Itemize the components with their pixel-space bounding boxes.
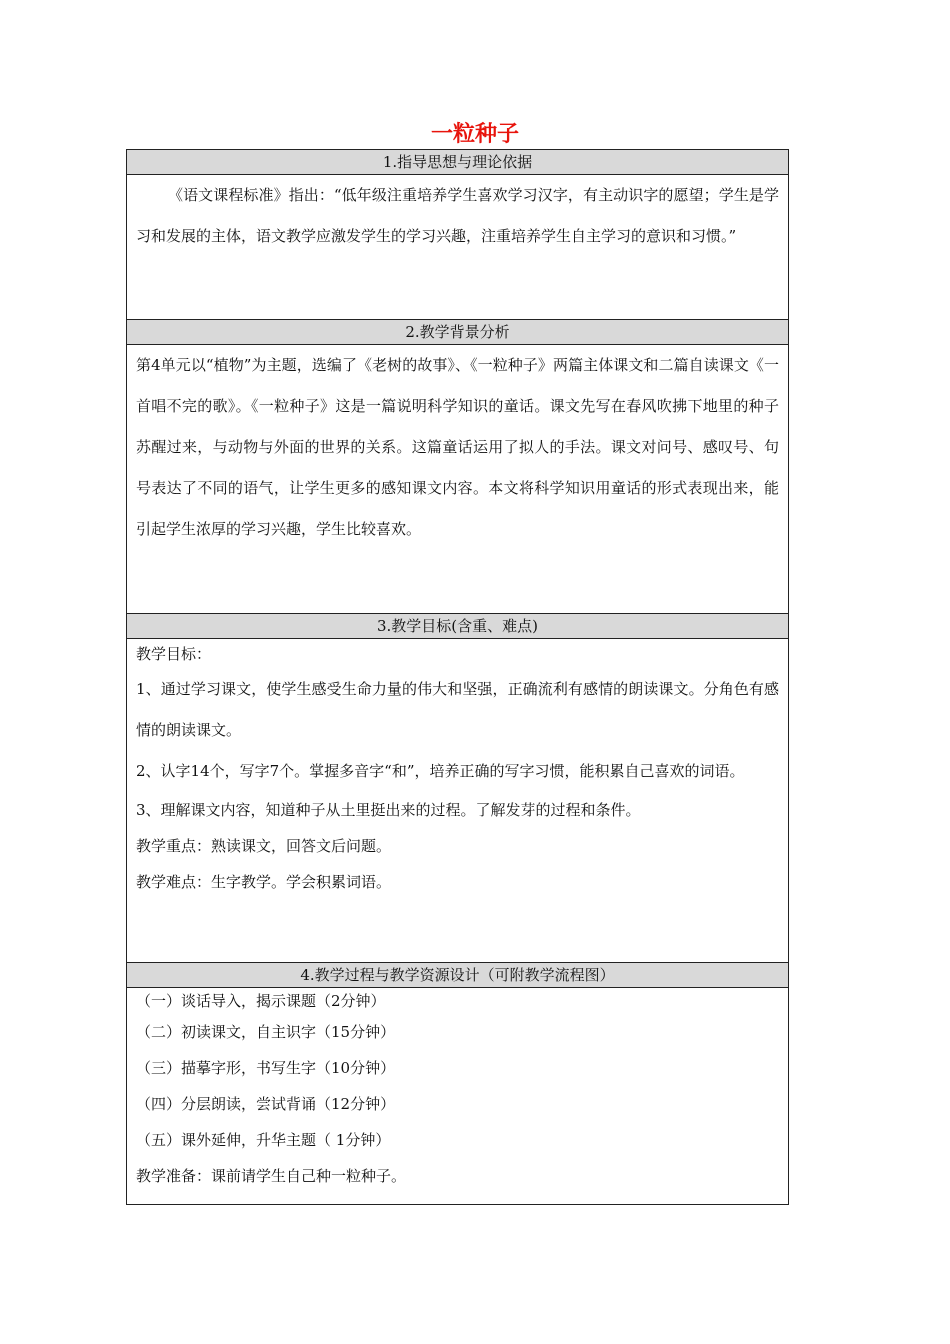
section-1-body	[127, 174, 788, 319]
section-4-heading: 4.教学过程与教学资源设计（可附教学流程图）	[127, 962, 788, 987]
difficult-point: 教学难点：生字教学。学会积累词语。	[136, 873, 392, 891]
step-4: （四）分层朗读，尝试背诵（12分钟）	[136, 1095, 396, 1113]
goal-2: 2、认字14个，写字7个。掌握多音字“和”，培养正确的写字习惯，能积累自己喜欢的词语。	[136, 762, 745, 780]
preparation: 教学准备：课前请学生自己种一粒种子。	[136, 1167, 407, 1185]
section-1-heading: 1.指导思想与理论依据	[127, 150, 788, 174]
section-4-body	[127, 987, 788, 1204]
key-point: 教学重点：熟读课文，回答文后问题。	[136, 837, 392, 855]
step-2: （二）初读课文，自主识字（15分钟）	[136, 1023, 396, 1041]
goal-1: 1、通过学习课文，使学生感受生命力量的伟大和坚强，正确流利有感情的朗读课文。分角色有感情的朗读课文。	[136, 680, 779, 739]
step-3: （三）描摹字形，书写生字（10分钟）	[136, 1059, 396, 1077]
section-1-text: 《语文课程标准》指出：“低年级注重培养学生喜欢学习汉字，有主动识字的愿望；学生是学习和发展的主体，语文教学应激发学生的学习兴趣，注重培养学生自主学习的意识和习惯。”	[136, 186, 779, 245]
goal-3: 3、理解课文内容，知道种子从土里挺出来的过程。了解发芽的过程和条件。	[136, 801, 641, 819]
step-5: （五）课外延伸，升华主题（ 1分钟）	[136, 1131, 391, 1149]
document-title: 一粒种子	[430, 122, 519, 147]
lesson-plan-table	[126, 149, 789, 1205]
section-2-heading: 2.教学背景分析	[127, 319, 788, 344]
section-2-text: 第4单元以“植物”为主题，选编了《老树的故事》、《一粒种子》两篇主体课文和二篇自读课文《一首唱不完的歌》。《一粒种子》这是一篇说明科学知识的童话。课文先写在春风吹拂下地里的种子苏醒过来，与动物与外面的世界的关系。这篇童话运用了拟人的手法。课文对问号、感叹号、句号表达了不同的语气，让学生更多的感知课文内容。本文将科学知识用童话的形式表现出来，能引起学生浓厚的学习兴趣，学生比较喜欢。	[136, 356, 779, 538]
step-1: （一）谈话导入，揭示课题（2分钟）	[136, 992, 386, 1010]
section-2-body	[127, 344, 788, 613]
section-3-heading: 3.教学目标(含重、难点)	[127, 613, 788, 638]
goals-label: 教学目标：	[136, 645, 212, 663]
section-3-body	[127, 638, 788, 962]
